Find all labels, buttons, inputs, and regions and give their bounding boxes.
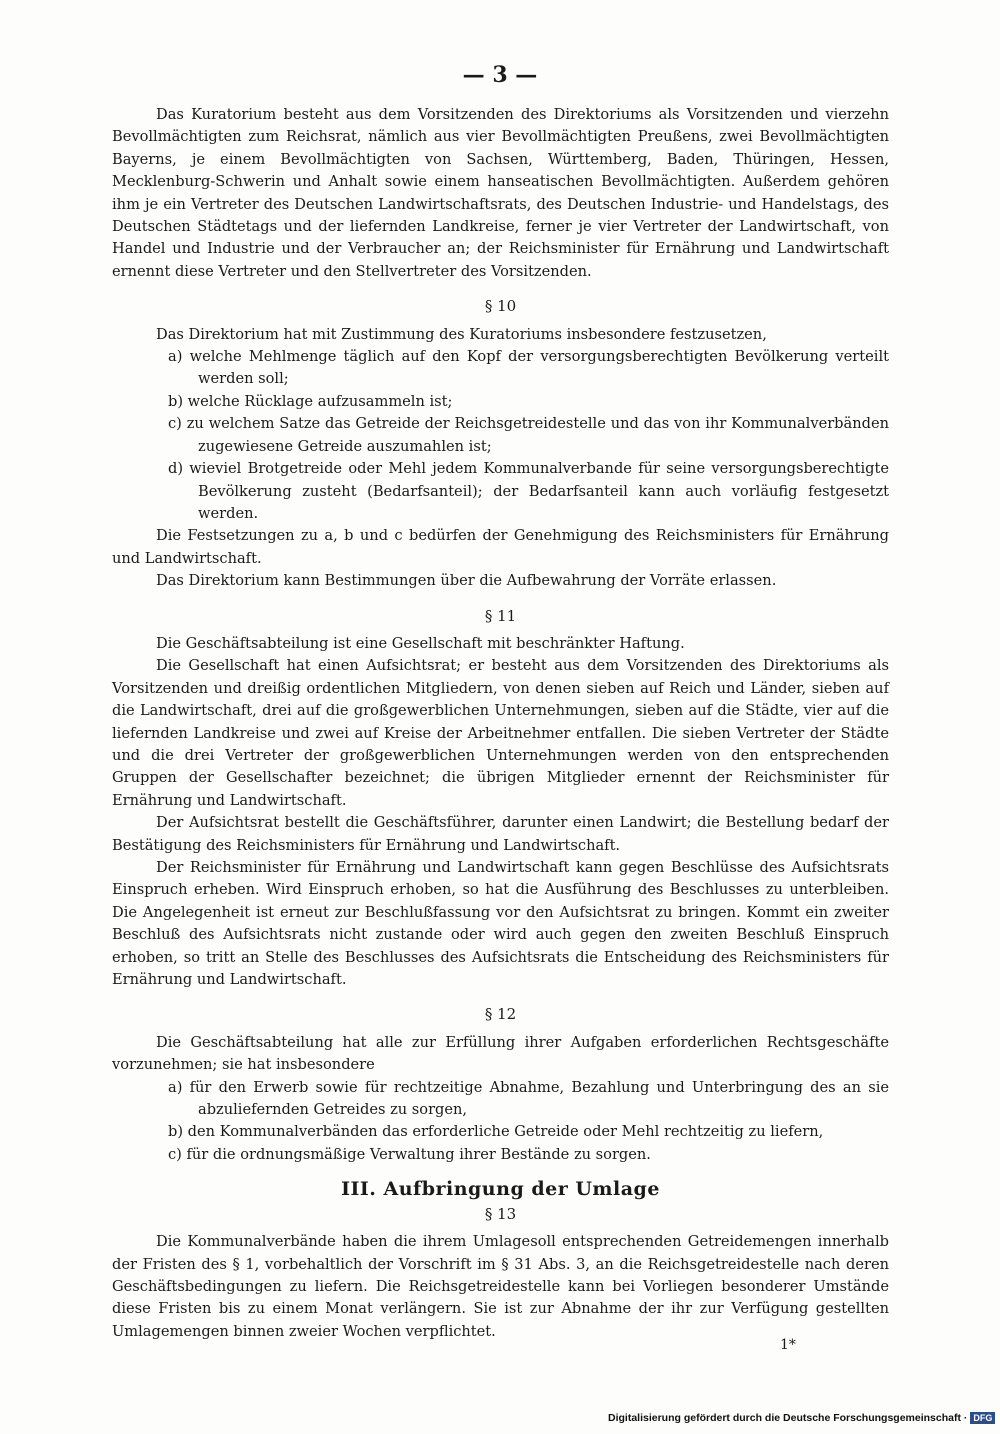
section-12-title: § 12 — [484, 1005, 517, 1024]
section-12-item-b: b) den Kommunalverbänden das erforderliche Getreide oder Mehl rechtzeitig zu liefern, — [168, 1123, 824, 1141]
section-10-item-c: c) zu welchem Satze das Getreide der Reichsgetreidestelle und das von ihr Kommunalverbänden zugewiesene Getreide auszumahlen ist; — [168, 415, 889, 455]
signature-mark: 1* — [780, 1337, 796, 1353]
section-13-title: § 13 — [484, 1204, 517, 1223]
section-10-item-d: d) wieviel Brotgetreide oder Mehl jedem Kommunalverbande für seine versorgungsberechtigte Bevölkerung zusteht (Bedarfsanteil); der Bedarfsanteil kann auch vorläufig festgesetzt werden. — [168, 460, 889, 522]
intro-paragraph: Das Kuratorium besteht aus dem Vorsitzenden des Direktoriums als Vorsitzenden und vierzehn Bevollmächtigten zum Reichsrat, nämlich aus vier Bevollmächtigten Preußens, zwei Bevollmächtigten Bayerns, je einem Bevollmächtigten von Sachsen, Württemberg, Baden, Thüringen, Hessen, Mecklenburg-Schwerin und Anhalt sowie einem hanseatischen Bevollmächtigten. Außerdem gehören ihm je ein Vertreter des Deutschen Landwirtschaftsrats, des Deutschen Industrie- und Handelstags, des Deutschen Städtetags und der liefernden Landkreise, ferner je vier Vertreter der Landwirtschaft, von Handel und Industrie und der Verbraucher an; der Reichsminister für Ernährung und Landwirtschaft ernennt diese Vertreter und den Stellvertreter des Vorsitzenden. — [112, 106, 889, 280]
section-10-lead: Das Direktorium hat mit Zustimmung des Kuratoriums insbesondere festzusetzen, — [156, 325, 767, 343]
page-number: — 3 — — [462, 62, 538, 88]
section-10-paragraph-1: Die Festsetzungen zu a, b und c bedürfen der Genehmigung des Reichsministers für Ernährung und Landwirtschaft. — [112, 527, 889, 567]
section-12-item-a: a) für den Erwerb sowie für rechtzeitige Abnahme, Bezahlung und Unterbringung des an sie abzuliefernden Getreides zu sorgen, — [168, 1078, 889, 1119]
section-10-paragraph-2: Das Direktorium kann Bestimmungen über die Aufbewahrung der Vorräte erlassen. — [156, 572, 777, 590]
section-11-paragraph-3: Der Aufsichtsrat bestellt die Geschäftsführer, darunter einen Landwirt; die Bestellung bedarf der Bestätigung des Reichsministers für Ernährung und Landwirtschaft. — [112, 814, 889, 854]
section-10-title: § 10 — [484, 297, 517, 316]
section-11-paragraph-4: Der Reichsminister für Ernährung und Landwirtschaft kann gegen Beschlüsse des Aufsichtsrats Einspruch erheben. Wird Einspruch erhoben, so hat die Ausführung des Beschlusses zu unterbleiben. Die Angelegenheit ist erneut zur Beschlußfassung vor den Aufsichtsrat zu bringen. Kommt ein zweiter Beschluß des Aufsichtsrats nicht zustande oder wird auch gegen den zweiten Beschluß Einspruch erhoben, so tritt an Stelle des Beschlusses des Aufsichtsrats die Entscheidung des Reichsministers für Ernährung und Landwirtschaft. — [112, 859, 889, 989]
section-10-item-b: b) welche Rücklage aufzusammeln ist; — [168, 392, 453, 410]
part-3-heading: III. Aufbringung der Umlage — [341, 1178, 660, 1201]
section-11-paragraph-2: Die Gesellschaft hat einen Aufsichtsrat; er besteht aus dem Vorsitzenden des Direktoriums als Vorsitzenden und dreißig ordentlichen Mitgliedern, von denen sieben auf Reich und Länder, sieben auf die Landwirtschaft, drei auf die großgewerblichen Unternehmungen, sieben auf die Städte, vier auf die liefernden Landkreise und zwei auf Kreise der Arbeitnehmer entfallen. Die sieben Vertreter der Städte und die drei Vertreter der großgewerblichen Unternehmungen werden von den entsprechenden Gruppen der Gesellschafter bezeichnet; die übrigen Mitglieder ernennt der Reichsminister für Ernährung und Landwirtschaft. — [112, 657, 889, 809]
section-11-paragraph-1: Die Geschäftsabteilung ist eine Gesellschaft mit beschränkter Haftung. — [156, 634, 685, 652]
document-body — [112, 104, 889, 1343]
section-12-item-c: c) für die ordnungsmäßige Verwaltung ihrer Bestände zu sorgen. — [168, 1145, 651, 1163]
section-11-title: § 11 — [484, 606, 517, 625]
dfg-logo-icon: DFG — [970, 1412, 995, 1424]
section-10-item-a: a) welche Mehlmenge täglich auf den Kopf der versorgungsberechtigten Bevölkerung verteilt werden soll; — [168, 348, 889, 388]
credit-text: Digitalisierung gefördert durch die Deutsche Forschungsgemeinschaft · — [608, 1412, 968, 1424]
section-13-paragraph-1: Die Kommunalverbände haben die ihrem Umlagesoll entsprechenden Getreidemengen innerhalb der Fristen des § 1, vorbehaltlich der Vorschrift im § 31 Abs. 3, an die Reichsgetreidestelle nach deren Geschäftsbedingungen zu liefern. Die Reichsgetreidestelle kann bei Vorliegen besonderer Umstände diese Fristen bis zu einem Monat verlängern. Sie ist zur Abnahme der ihr zur Verfügung gestellten Umlagemengen binnen zweier Wochen verpflichtet. — [112, 1233, 889, 1340]
digitization-credit — [608, 1412, 995, 1424]
section-12-lead: Die Geschäftsabteilung hat alle zur Erfüllung ihrer Aufgaben erforderlichen Rechtsgeschäfte vorzunehmen; sie hat insbesondere — [112, 1033, 889, 1074]
